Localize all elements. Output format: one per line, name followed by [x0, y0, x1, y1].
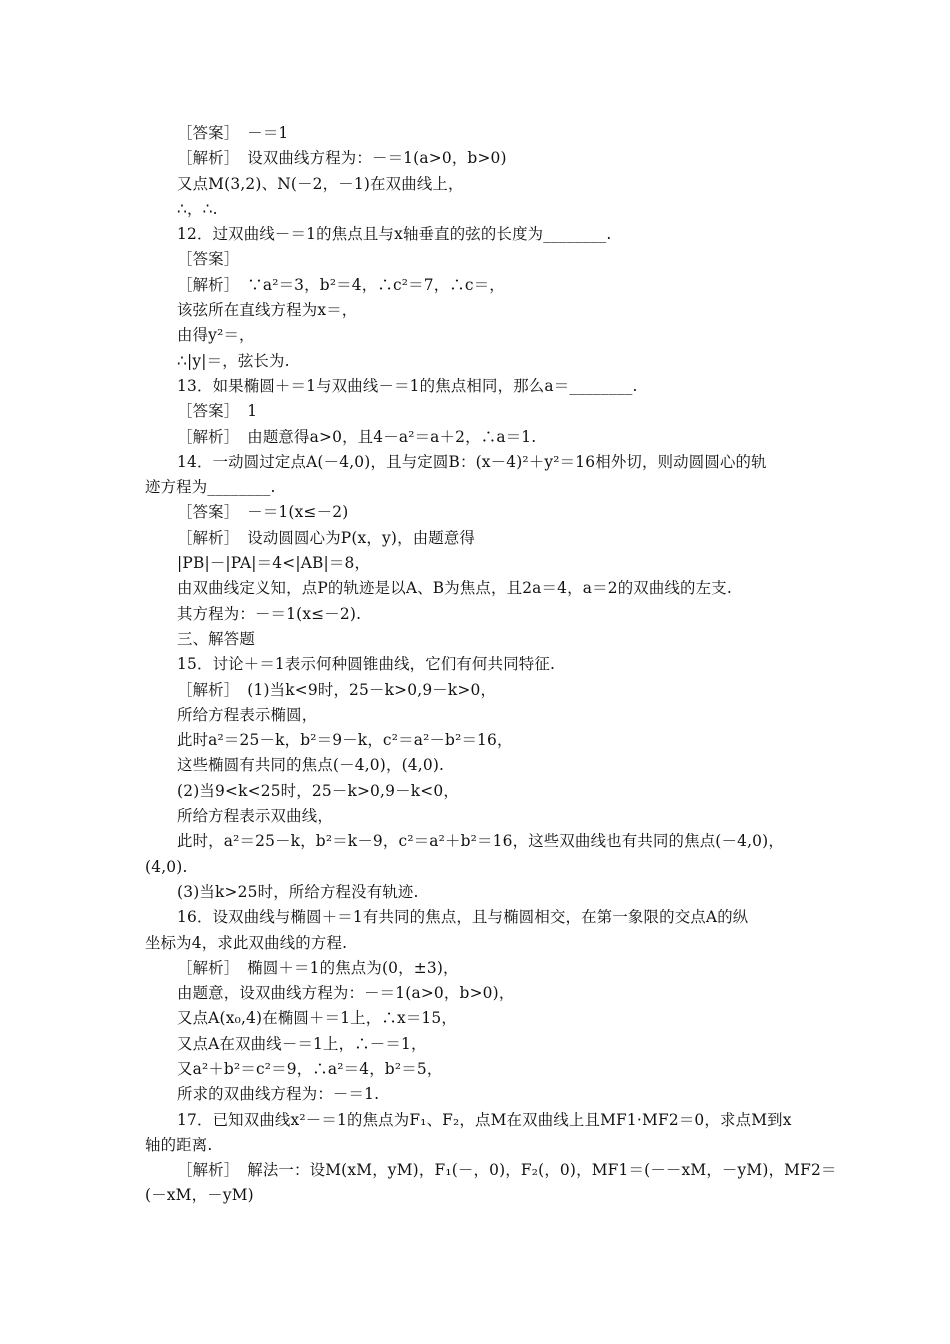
- text-line: 所给方程表示双曲线，: [177, 807, 333, 826]
- text-line: 轴的距离.: [145, 1135, 213, 1154]
- text-line: (－xM，－yM): [145, 1186, 254, 1205]
- text-line: 17．已知双曲线x²－＝1的焦点为F₁、F₂，点M在双曲线上且MF1·MF2＝0，求点M到x: [177, 1110, 792, 1129]
- text-line: 15．讨论＋＝1表示何种圆锥曲线，它们有何共同特征.: [177, 655, 556, 674]
- text-line: 此时a²＝25－k，b²＝9－k，c²＝a²－b²＝16，: [177, 731, 513, 750]
- text-line: 所求的双曲线方程为：－＝1.: [177, 1085, 380, 1104]
- text-line: (3)当k>25时，所给方程没有轨迹.: [177, 882, 419, 901]
- text-line: 坐标为4，求此双曲线的方程.: [145, 933, 348, 952]
- text-line: 这些椭圆有共同的焦点(－4,0)，(4,0).: [177, 756, 445, 775]
- text-line: 其方程为：－＝1(x≤－2).: [177, 604, 362, 623]
- text-line: 又点M(3,2)、N(－2，－1)在双曲线上，: [177, 174, 464, 193]
- document-body: [0, 121, 950, 1209]
- text-line: 此时，a²＝25－k，b²＝k－9，c²＝a²＋b²＝16，这些双曲线也有共同的焦点(－4,0)，: [177, 832, 784, 851]
- text-line: ［解析］ (1)当k<9时，25－k>0,9－k>0，: [177, 680, 497, 699]
- text-line: ［解析］ 解法一：设M(xM，yM)，F₁(－，0)，F₂(，0)，MF1＝(－－xM，－yM)，MF2＝: [177, 1161, 837, 1180]
- text-line: ［答案］ －＝1: [177, 124, 289, 142]
- text-line: 所给方程表示椭圆，: [177, 705, 318, 724]
- text-line: (2)当9<k<25时，25－k>0,9－k<0，: [177, 781, 459, 800]
- text-line: ［解析］ 椭圆＋＝1的焦点为(0，±3)，: [177, 958, 459, 977]
- text-line: ［解析］ ∵a²＝3，b²＝4，∴c²＝7，∴c＝，: [177, 275, 505, 294]
- text-line: 迹方程为________.: [145, 478, 276, 497]
- text-line: ∴|y|＝，弦长为.: [177, 351, 290, 370]
- text-line: ［解析］ 设双曲线方程为：－＝1(a>0，b>0): [177, 149, 507, 168]
- text-line: 又a²＋b²＝c²＝9，∴a²＝4，b²＝5，: [177, 1059, 443, 1078]
- text-line: 16．设双曲线与椭圆＋＝1有共同的焦点，且与椭圆相交，在第一象限的交点A的纵: [177, 908, 749, 927]
- text-line: (4,0).: [145, 857, 188, 876]
- text-line: 三、解答题: [177, 629, 255, 648]
- text-line: 14．一动圆过定点A(－4,0)，且与定圆B：(x－4)²＋y²＝16相外切，则动圆圆心的轨: [177, 452, 767, 471]
- text-line: ［解析］ 由题意得a>0，且4－a²＝a＋2，∴a＝1.: [177, 427, 537, 446]
- text-line: 又点A(x₀,4)在椭圆＋＝1上，∴x＝15，: [177, 1009, 458, 1028]
- text-line: 又点A在双曲线－＝1上，∴－＝1，: [177, 1034, 427, 1053]
- text-line: ［解析］ 设动圆圆心为P(x，y)，由题意得: [177, 528, 476, 547]
- text-line: 13．如果椭圆＋＝1与双曲线－＝1的焦点相同，那么a＝________.: [177, 376, 638, 395]
- text-line: 该弦所在直线方程为x＝，: [177, 301, 358, 320]
- text-line: 由双曲线定义知，点P的轨迹是以A、B为焦点，且2a＝4，a＝2的双曲线的左支.: [177, 579, 732, 598]
- text-line: 12．过双曲线－＝1的焦点且与x轴垂直的弦的长度为________.: [177, 225, 612, 244]
- text-line: 由题意，设双曲线方程为：－＝1(a>0，b>0)，: [177, 984, 515, 1003]
- text-line: ［答案］: [177, 250, 240, 269]
- text-line: |PB|－|PA|＝4<|AB|＝8，: [177, 554, 371, 573]
- text-line: ∴，∴.: [177, 199, 218, 218]
- text-line: ［答案］ －＝1(x≤－2): [177, 503, 349, 522]
- text-line: ［答案］ 1: [177, 402, 258, 421]
- text-line: 由得y²＝，: [177, 326, 255, 345]
